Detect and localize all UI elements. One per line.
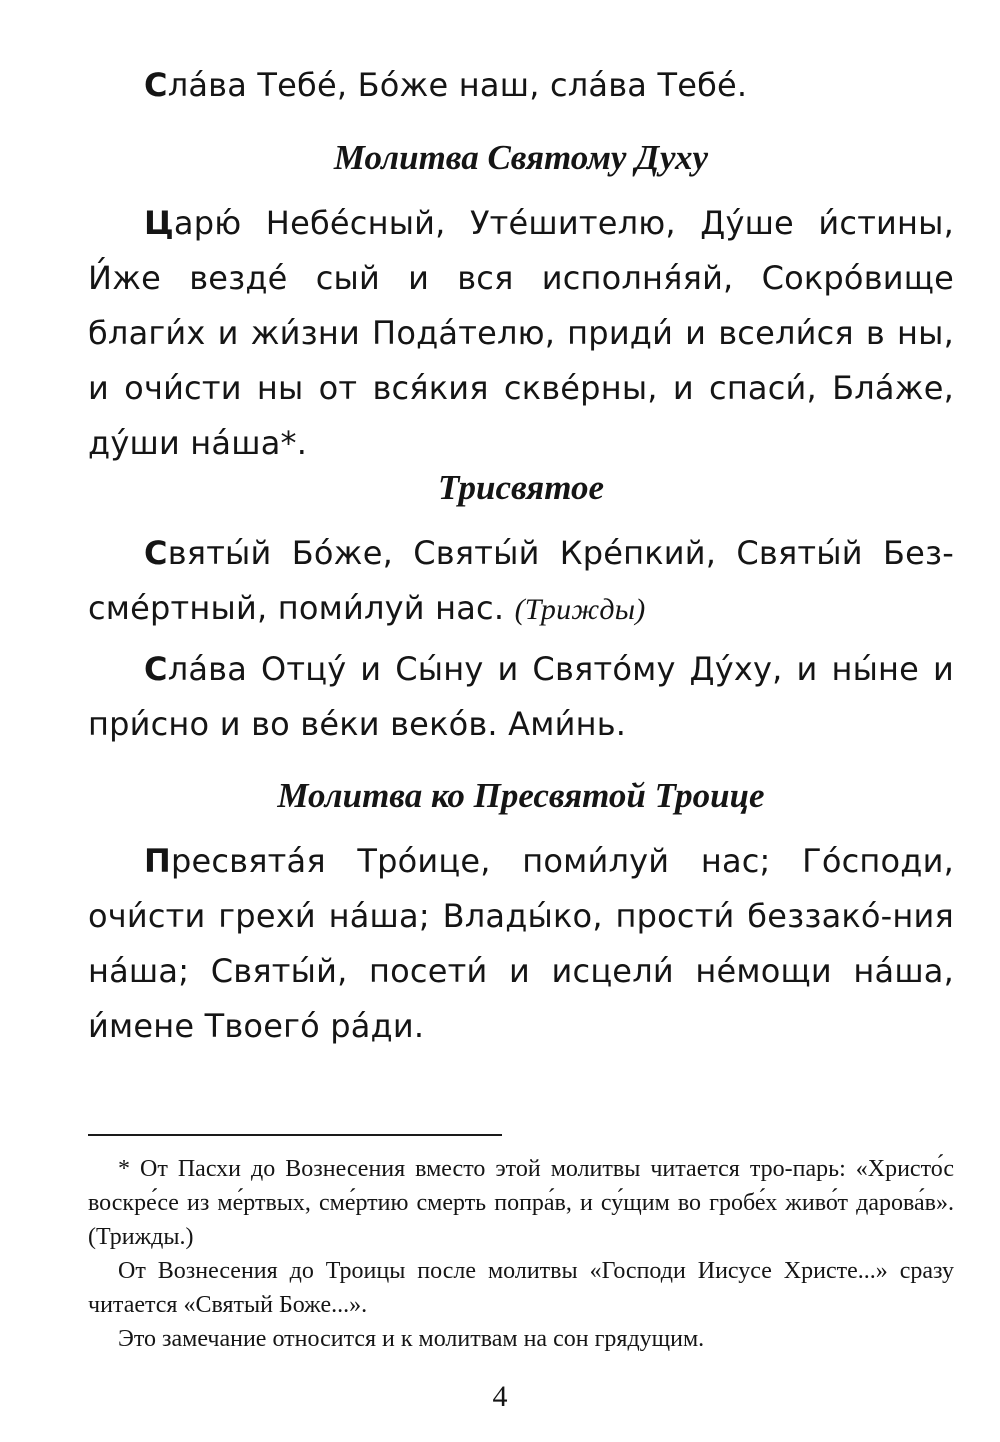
drop-letter: Ц — [144, 204, 174, 242]
glory-line-text: ла́ва Тебе́, Бо́же наш, сла́ва Тебе́. — [167, 66, 748, 104]
footnote-divider — [88, 1134, 502, 1136]
prayer-text: арю́ Небе́сный, Уте́шителю, Ду́ше и́стины, И́же везде́ сый и вся исполня́яй, Сокро́вище благи́х и жи́зни Пода́телю, приди́ и всели́ся в ны, и очи́сти ны от вся́кия скве́рны, и спаси́, Бла́же, ду́ши на́ша*. — [88, 204, 954, 462]
footnote-text: Это замечание относится и к молитвам на сон грядущим. — [118, 1326, 705, 1352]
prayer-paragraph — [88, 642, 954, 752]
footnotes — [88, 1152, 954, 1356]
section-title: Молитва Святому Духу — [333, 138, 709, 177]
prayer-paragraph — [88, 526, 954, 637]
prayer-paragraph — [88, 834, 954, 1054]
glory-line — [88, 58, 954, 113]
footnote-text: * От Пасхи до Вознесения вместо этой молитвы читается тро-парь: «Христо́с воскре́се из ме́ртвых, сме́ртию смерть попра́в, и су́щим во гробе́х живо́т дарова́в». (Трижды.) — [88, 1156, 954, 1250]
prayer-text: ресвята́я Тро́ице, поми́луй нас; Го́споди, очи́сти грехи́ на́ша; Влады́ко, прости́ беззако́-ния на́ша; Святы́й, посети́ и исцели́ не́мощи на́ша, и́мене Твоего́ ра́ди. — [88, 842, 954, 1045]
section-title: Трисвятое — [437, 468, 604, 507]
prayer-text: вяты́й Бо́же, Святы́й Кре́пкий, Святы́й Без-сме́ртный, поми́луй нас. — [88, 534, 954, 627]
drop-letter: С — [144, 650, 168, 688]
footnote-text: От Вознесения до Троицы после молитвы «Господи Иисусе Христе...» сразу читается «Святый Боже...». — [88, 1258, 954, 1318]
drop-letter: П — [144, 842, 171, 880]
drop-letter: С — [144, 66, 168, 104]
prayer-text: ла́ва Отцу́ и Сы́ну и Свято́му Ду́ху, и ны́не и при́сно и во ве́ки веко́в. Ами́нь. — [88, 650, 954, 743]
repeat-note: (Трижды) — [514, 593, 646, 626]
page-number: 4 — [492, 1380, 508, 1413]
drop-letter: С — [144, 534, 168, 572]
section-title: Молитва ко Пресвятой Троице — [277, 776, 765, 815]
prayer-paragraph — [88, 196, 954, 471]
